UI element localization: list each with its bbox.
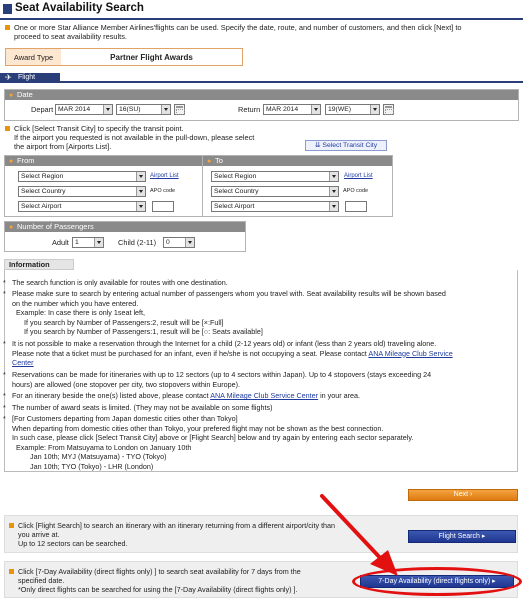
play-icon: ▸: [481, 533, 486, 540]
return-month-select[interactable]: MAR 2014: [263, 104, 321, 115]
chevron-down-icon: [329, 187, 338, 196]
flight-search-text: Click [Flight Search] to search an itinerary with an itinerary returning from a different airport/city than you arrive at. Up to 12 sectors can be searched.: [18, 521, 336, 548]
ana-mileage-club-link-cont[interactable]: Center: [12, 358, 34, 368]
award-type-label: Award Type: [6, 49, 61, 65]
depart-day-select[interactable]: 16(SU): [116, 104, 171, 115]
flight-tab-bar: [0, 73, 523, 83]
from-country-select[interactable]: Select Country: [18, 186, 146, 197]
intro-text: One or more Star Alliance Member Airlines'flights can be used. Specify the date, route, and number of customers, and then click [Next] to proceed to seat availability results.: [14, 23, 462, 41]
passengers-section: [4, 221, 246, 252]
passengers-header: ● Number of Passengers: [5, 222, 245, 232]
depart-month-select[interactable]: MAR 2014: [55, 104, 113, 115]
calendar-icon[interactable]: [174, 104, 185, 115]
date-header: ● Date: [5, 90, 518, 100]
seven-day-availability-button[interactable]: 7-Day Availability (direct flights only) ▸: [360, 575, 514, 588]
chevron-down-icon: [136, 187, 145, 196]
from-airport-list-link[interactable]: Airport List: [150, 173, 179, 179]
to-apo-label: APO code: [343, 188, 369, 194]
info-item: * The number of award seats is limited. (They may not be available on some flights): [3, 403, 273, 412]
chevron-down-icon: [103, 105, 112, 114]
adult-label: Adult: [52, 238, 69, 247]
depart-label: Depart: [31, 105, 54, 114]
ana-service-center-link[interactable]: ANA Mileage Club Service Center: [210, 391, 319, 400]
chevron-down-icon: [370, 105, 379, 114]
info-item: * [For Customers departing from Japan domestic cities other than Tokyo] When departing from domestic cities other than Tokyo, your prefered flight may not be shown as the best connection. In such case, please click [Select Transit City] above or [Flight Search] below and try again by entering each sector separately. Example: From Matsuyama to London on January 10th Jan 10th; MYJ (Matsuyama) - TYO (Tokyo) Jan 10th; TYO (Tokyo) - LHR (London): [3, 414, 414, 471]
to-region-select[interactable]: Select Region: [211, 171, 339, 182]
ana-mileage-club-link[interactable]: ANA Mileage Club Service: [368, 348, 453, 358]
award-type-box: [5, 48, 243, 66]
information-header: Information: [4, 259, 74, 270]
chevron-down-icon: [136, 172, 145, 181]
header-square-icon: [3, 4, 12, 14]
airplane-icon: ✈: [5, 73, 12, 82]
to-apo-input[interactable]: [345, 201, 367, 212]
info-item: * Reservations can be made for itineraries with up to 12 sectors (up to 4 sectors within Japan). Up to 4 stopovers (stays exceeding 24 hours) are allowed (one stopover per city, two stopovers within Europe).: [3, 370, 432, 389]
from-header: ● From: [5, 156, 202, 166]
annotation-arrow: [300, 490, 420, 580]
flight-tab[interactable]: [0, 73, 60, 83]
to-header: ● To: [203, 156, 392, 166]
dot-icon: ●: [9, 158, 14, 165]
child-label: Child (2-11): [118, 238, 157, 247]
chevron-down-icon: [329, 202, 338, 211]
select-transit-city-button[interactable]: ⇊ Select Transit City: [305, 140, 387, 151]
chevron-down-icon: [161, 105, 170, 114]
to-country-select[interactable]: Select Country: [211, 186, 339, 197]
bullet-icon: [5, 25, 10, 30]
award-type-value: Partner Flight Awards: [110, 52, 193, 62]
dot-icon: ●: [9, 92, 14, 99]
from-apo-label: APO code: [150, 188, 176, 194]
to-airport-select[interactable]: Select Airport: [211, 201, 339, 212]
play-icon: ▸: [492, 578, 496, 585]
info-item: * It is not possible to make a reservation through the Internet for a child (2-12 years old) or infant (less than 2 years old) traveling alone. Please note that a ticket must be purchased for an infant, even if he/she is not occupying a seat. Please contact ANA Mileage Club Service Center: [3, 339, 453, 368]
flight-tab-label: Flight: [18, 74, 36, 81]
transit-text: Click [Select Transit City] to specify the transit point. If the airport you requested is not available in the pull-down, please select the airport from [Airports List].: [14, 124, 255, 151]
chevron-down-icon: [311, 105, 320, 114]
from-airport-select[interactable]: Select Airport: [18, 201, 146, 212]
adult-select[interactable]: 1: [72, 237, 104, 248]
from-apo-input[interactable]: [152, 201, 174, 212]
info-item: * For an itinerary beside the one(s) listed above, please contact ANA Mileage Club Service Center in your area.: [3, 391, 361, 400]
next-button[interactable]: Next ›: [408, 489, 518, 501]
return-label: Return: [238, 105, 261, 114]
to-airport-list-link[interactable]: Airport List: [344, 173, 373, 179]
chevron-down-icon: [185, 238, 194, 247]
page-title: Seat Availability Search: [15, 2, 144, 14]
bullet-icon: [9, 569, 14, 574]
seven-day-text: Click [7-Day Availability (direct flights only) ] to search seat availability for 7 days from the specified date. *Only direct flights can be searched for using the [7-Day Availability (direct flights only) ].: [18, 567, 301, 594]
from-region-select[interactable]: Select Region: [18, 171, 146, 182]
return-day-select[interactable]: 19(WE): [325, 104, 380, 115]
double-chevron-down-icon: ⇊: [314, 142, 321, 149]
flight-search-button[interactable]: Flight Search ▸: [408, 530, 516, 543]
calendar-icon[interactable]: [383, 104, 394, 115]
child-select[interactable]: 0: [163, 237, 195, 248]
dot-icon: ●: [207, 158, 212, 165]
page-header: [0, 0, 523, 20]
chevron-down-icon: [329, 172, 338, 181]
dot-icon: ●: [9, 224, 14, 231]
info-item: * The search function is only available for routes with one destination.: [3, 278, 228, 287]
bullet-icon: [9, 523, 14, 528]
info-item: * Please make sure to search by entering actual number of passengers whom you travel with. Seat availability results will be shown based on the number which you have entered. Example: In case there is only 1seat left, If you search by Number of Passengers:2, result will be [×:Full] If you search by Number of Passengers:1, result will be [○: Seats available]: [3, 289, 446, 337]
chevron-down-icon: [136, 202, 145, 211]
chevron-right-icon: ›: [470, 491, 473, 498]
bullet-icon: [5, 126, 10, 131]
chevron-down-icon: [94, 238, 103, 247]
